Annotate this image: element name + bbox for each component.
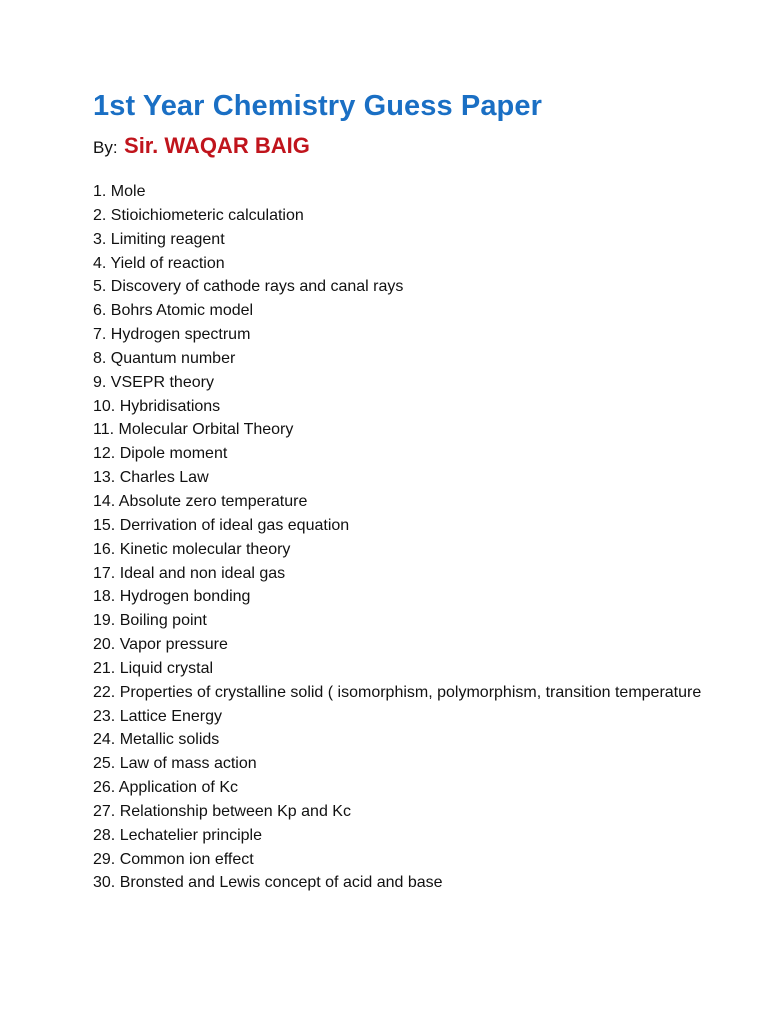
document-page: [93, 86, 713, 895]
author-name: Sir. WAQAR BAIG: [124, 133, 310, 158]
list-item: 9. VSEPR theory: [93, 373, 214, 391]
list-item: 4. Yield of reaction: [93, 254, 225, 272]
list-item: 25. Law of mass action: [93, 755, 257, 773]
list-item: 20. Vapor pressure: [93, 636, 228, 654]
list-item: 16. Kinetic molecular theory: [93, 540, 291, 558]
list-item: 23. Lattice Energy: [93, 707, 222, 725]
list-item: 27. Relationship between Kp and Kc: [93, 802, 351, 820]
list-item: 15. Derrivation of ideal gas equation: [93, 516, 350, 534]
list-item: 11. Molecular Orbital Theory: [93, 421, 294, 439]
by-label: By:: [93, 138, 118, 157]
list-item: 21. Liquid crystal: [93, 659, 214, 677]
list-item: 8. Quantum number: [93, 349, 236, 367]
list-item: 17. Ideal and non ideal gas: [93, 564, 286, 582]
list-item: 1. Mole: [93, 183, 146, 200]
document-title: 1st Year Chemistry Guess Paper: [93, 90, 542, 122]
list-item: 18. Hydrogen bonding: [93, 588, 251, 606]
list-item: 13. Charles Law: [93, 469, 209, 487]
list-item: 26. Application of Kc: [93, 779, 238, 797]
list-item: 6. Bohrs Atomic model: [93, 302, 254, 320]
list-item: 24. Metallic solids: [93, 731, 220, 749]
byline: [93, 132, 713, 160]
topic-list: [93, 180, 713, 895]
list-item: 14. Absolute zero temperature: [93, 492, 308, 510]
list-item: 2. Stioichiometeric calculation: [93, 206, 304, 224]
list-item: 19. Boiling point: [93, 612, 207, 630]
list-item: 12. Dipole moment: [93, 445, 228, 463]
list-item: 22. Properties of crystalline solid ( isomorphism, polymorphism, transition temperature: [93, 683, 702, 701]
list-item: 5. Discovery of cathode rays and canal rays: [93, 278, 404, 296]
list-item: 28. Lechatelier principle: [93, 826, 262, 844]
list-item: 30. Bronsted and Lewis concept of acid and base: [93, 874, 443, 892]
list-item: 7. Hydrogen spectrum: [93, 326, 251, 344]
list-item: 3. Limiting reagent: [93, 230, 225, 248]
list-item: 29. Common ion effect: [93, 850, 254, 868]
list-item: 10. Hybridisations: [93, 397, 221, 415]
